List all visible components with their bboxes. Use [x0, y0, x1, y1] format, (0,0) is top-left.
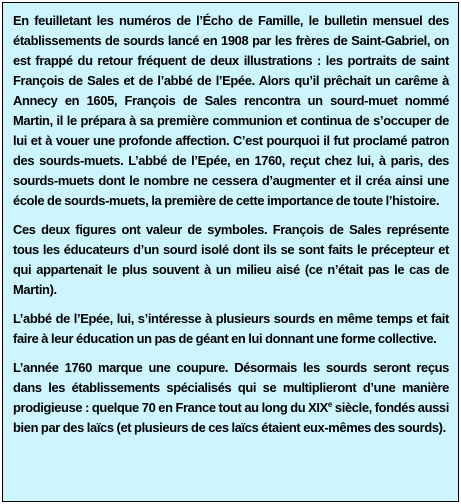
paragraph-3: L’abbé de l’Epée, lui, s’intéresse à plusieurs sourds en même temps et fait faire à leur éducation un pas de géant en lui donnant une forme collective.: [13, 311, 449, 346]
paragraph-4: [13, 358, 449, 438]
text-box: [2, 2, 459, 502]
paragraph-2: Ces deux figures ont valeur de symboles. François de Sales représente tous les éducateurs d’un sourd isolé dont ils se sont faits le précepteur et qui appartenait le plus souvent à un milieu aisé (ce n’était pas le cas de Martin).: [13, 222, 449, 297]
century-superscript: e: [327, 400, 333, 409]
paragraph-4-text-before-sup: L’année 1760 marque une coupure. Désormais les sourds seront reçus dans les établissements spécialisés qui se multiplieront d’une manière prodigieuse : quelque 70 en France tout au long du XIX: [13, 360, 449, 415]
paragraph-4-text-after-sup: siècle, fondés aussi bien par des laïcs (et plusieurs de ces laïcs étaient eux-mêmes des sourds).: [13, 400, 449, 435]
paragraph-1: En feuilletant les numéros de l’Écho de Famille, le bulletin mensuel des établissements de sourds lancé en 1908 par les frères de Saint-Gabriel, on est frappé du retour fréquent de deux illustrations : les portraits de saint François de Sales et de l’abbé de l’Epée. Alors qu’il prêchait un carême à Annecy en 1605, François de Sales rencontra un sourd-muet nommé Martin, il le prépara à sa première communion et continua de s’occuper de lui et à vouer une profonde affection. C’est pourquoi il fut proclamé patron des sourds-muets. L’abbé de l’Epée, en 1760, reçut chez lui, à paris, des sourds-muets dont le nombre ne cessera d’augmenter et il créa ainsi une école de sourds-muets, la première de cette importance de toute l’histoire.: [13, 13, 449, 208]
